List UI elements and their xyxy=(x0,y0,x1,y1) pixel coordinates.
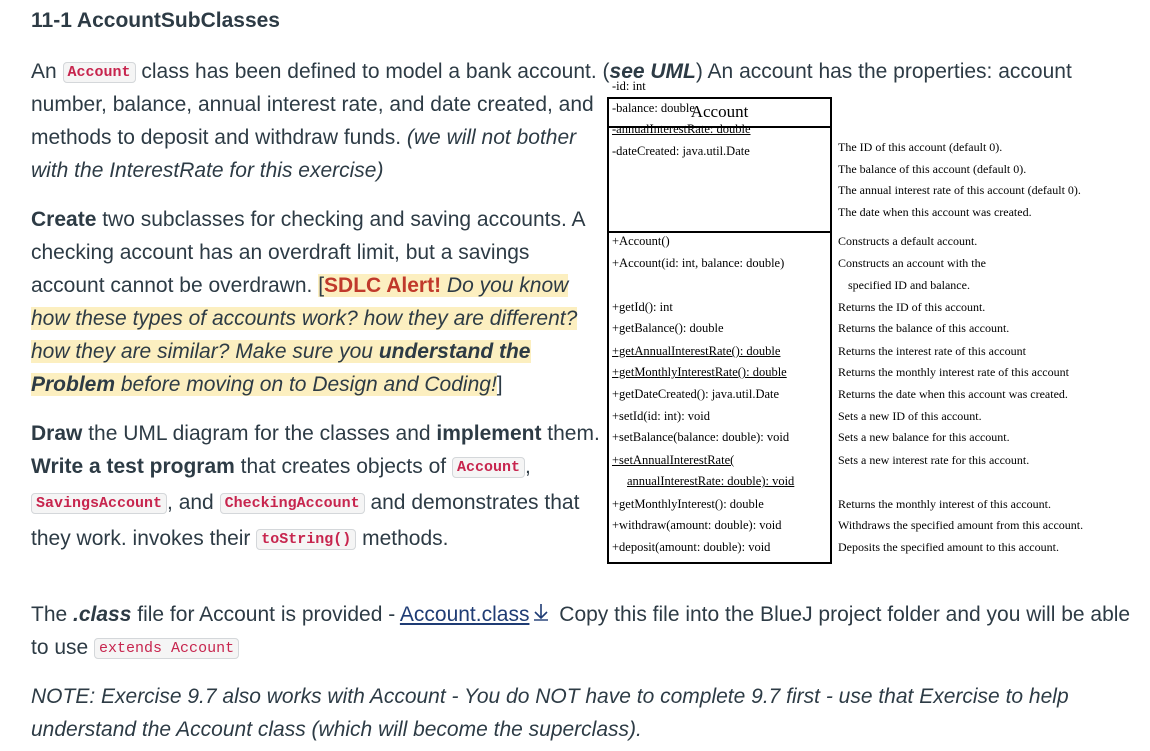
uml-attribute-desc: The balance of this account (default 0). xyxy=(838,162,1027,176)
uml-attribute-desc: The annual interest rate of this account (default 0). xyxy=(838,183,1081,197)
uml-operation: +setAnnualInterestRate( xyxy=(612,453,735,467)
code-account: Account xyxy=(63,62,136,83)
uml-operation-desc: Returns the ID of this account. xyxy=(838,300,986,314)
code-tostring: toString() xyxy=(256,529,356,550)
uml-operation-desc: Returns the monthly interest of this account. xyxy=(838,497,1051,511)
uml-operation-desc: Returns the date when this account was created. xyxy=(838,387,1068,401)
uml-operation-desc: Constructs an account with the xyxy=(838,256,986,270)
download-icon[interactable] xyxy=(533,598,549,631)
uml-operation: annualInterestRate: double): void xyxy=(627,474,795,488)
uml-operation: +Account(id: int, balance: double) xyxy=(612,256,785,270)
uml-operation: +getMonthlyInterest(): double xyxy=(612,497,764,511)
note-paragraph: NOTE: Exercise 9.7 also works with Account - You do NOT have to complete 9.7 first - use that Exercise to help understand the Account class (which will become the superclass). xyxy=(31,685,1069,741)
uml-attribute: -balance: double xyxy=(612,101,695,115)
uml-attribute: -dateCreated: java.util.Date xyxy=(612,144,750,158)
uml-operation: +getId(): int xyxy=(612,300,673,314)
uml-operation-desc: Withdraws the specified amount from this account. xyxy=(838,518,1084,532)
draw-paragraph: Draw the UML diagram for the classes and implement them. Write a test program that creates objects of Account , SavingsAccount , and CheckingAccount and demonstrates that they work. invokes their toString() methods. xyxy=(31,422,600,550)
uml-operation: +deposit(amount: double): void xyxy=(612,540,771,554)
uml-operation: +setId(id: int): void xyxy=(612,409,711,423)
uml-class-name: Account xyxy=(609,99,830,128)
uml-operation-desc: Sets a new balance for this account. xyxy=(838,430,1010,444)
classfile-paragraph: The .class file for Account is provided - Account.class Copy this file into the BlueJ project folder and you will be able to use extends Account xyxy=(31,598,1141,667)
code-savings-account: SavingsAccount xyxy=(31,493,167,514)
uml-operation-desc: specified ID and balance. xyxy=(848,278,970,292)
create-paragraph: Create two subclasses for checking and saving accounts. A checking account has an overdraft limit, but a savings account cannot be overdrawn. [SDLC Alert! Do you know how these types of accounts work? how they are different? how they are similar? Make sure you understand the Problem before moving on to Design and Coding!] xyxy=(31,208,585,396)
code-extends-account: extends Account xyxy=(94,638,239,659)
intro-paragraph: An Account class has been defined to model a bank account. (see UML) An account has the properties: account xyxy=(31,60,1072,83)
page-title: 11-1 AccountSubClasses xyxy=(31,9,280,32)
uml-operation: +getAnnualInterestRate(): double xyxy=(612,344,781,358)
uml-operation-desc: Sets a new ID of this account. xyxy=(838,409,982,423)
code-checking-account: CheckingAccount xyxy=(220,493,365,514)
uml-operation: +getDateCreated(): java.util.Date xyxy=(612,387,780,401)
sdlc-alert: SDLC Alert! xyxy=(324,274,442,297)
uml-class-box xyxy=(607,79,832,564)
uml-attribute-desc: The date when this account was created. xyxy=(838,205,1032,219)
uml-attribute-desc: The ID of this account (default 0). xyxy=(838,140,1003,154)
uml-operation-desc: Constructs a default account. xyxy=(838,234,978,248)
uml-attribute: -annualInterestRate: double xyxy=(612,122,751,136)
uml-attribute: -id: int xyxy=(612,79,646,93)
uml-operation: +getBalance(): double xyxy=(612,321,724,335)
uml-operation: +Account() xyxy=(612,234,670,248)
uml-operation-desc: Deposits the specified amount to this account. xyxy=(838,540,1059,554)
uml-operation-desc: Returns the balance of this account. xyxy=(838,321,1010,335)
account-class-link[interactable]: Account.class xyxy=(399,603,530,626)
uml-operation-desc: Returns the interest rate of this account xyxy=(838,344,1026,358)
uml-operation-desc: Returns the monthly interest rate of this account xyxy=(838,365,1069,379)
code-account-2: Account xyxy=(452,457,525,478)
left-column xyxy=(31,88,601,558)
uml-operation: +getMonthlyInterestRate(): double xyxy=(612,365,787,379)
uml-operation: +withdraw(amount: double): void xyxy=(612,518,782,532)
uml-operation: +setBalance(balance: double): void xyxy=(612,430,790,444)
intro-continued: number, balance, annual interest rate, and date created, and methods to deposit and withdraw funds. (we will not bother with the InterestRate for this exercise) xyxy=(31,93,594,182)
uml-operation-desc: Sets a new interest rate for this account. xyxy=(838,453,1030,467)
see-uml: see UML xyxy=(609,60,696,83)
